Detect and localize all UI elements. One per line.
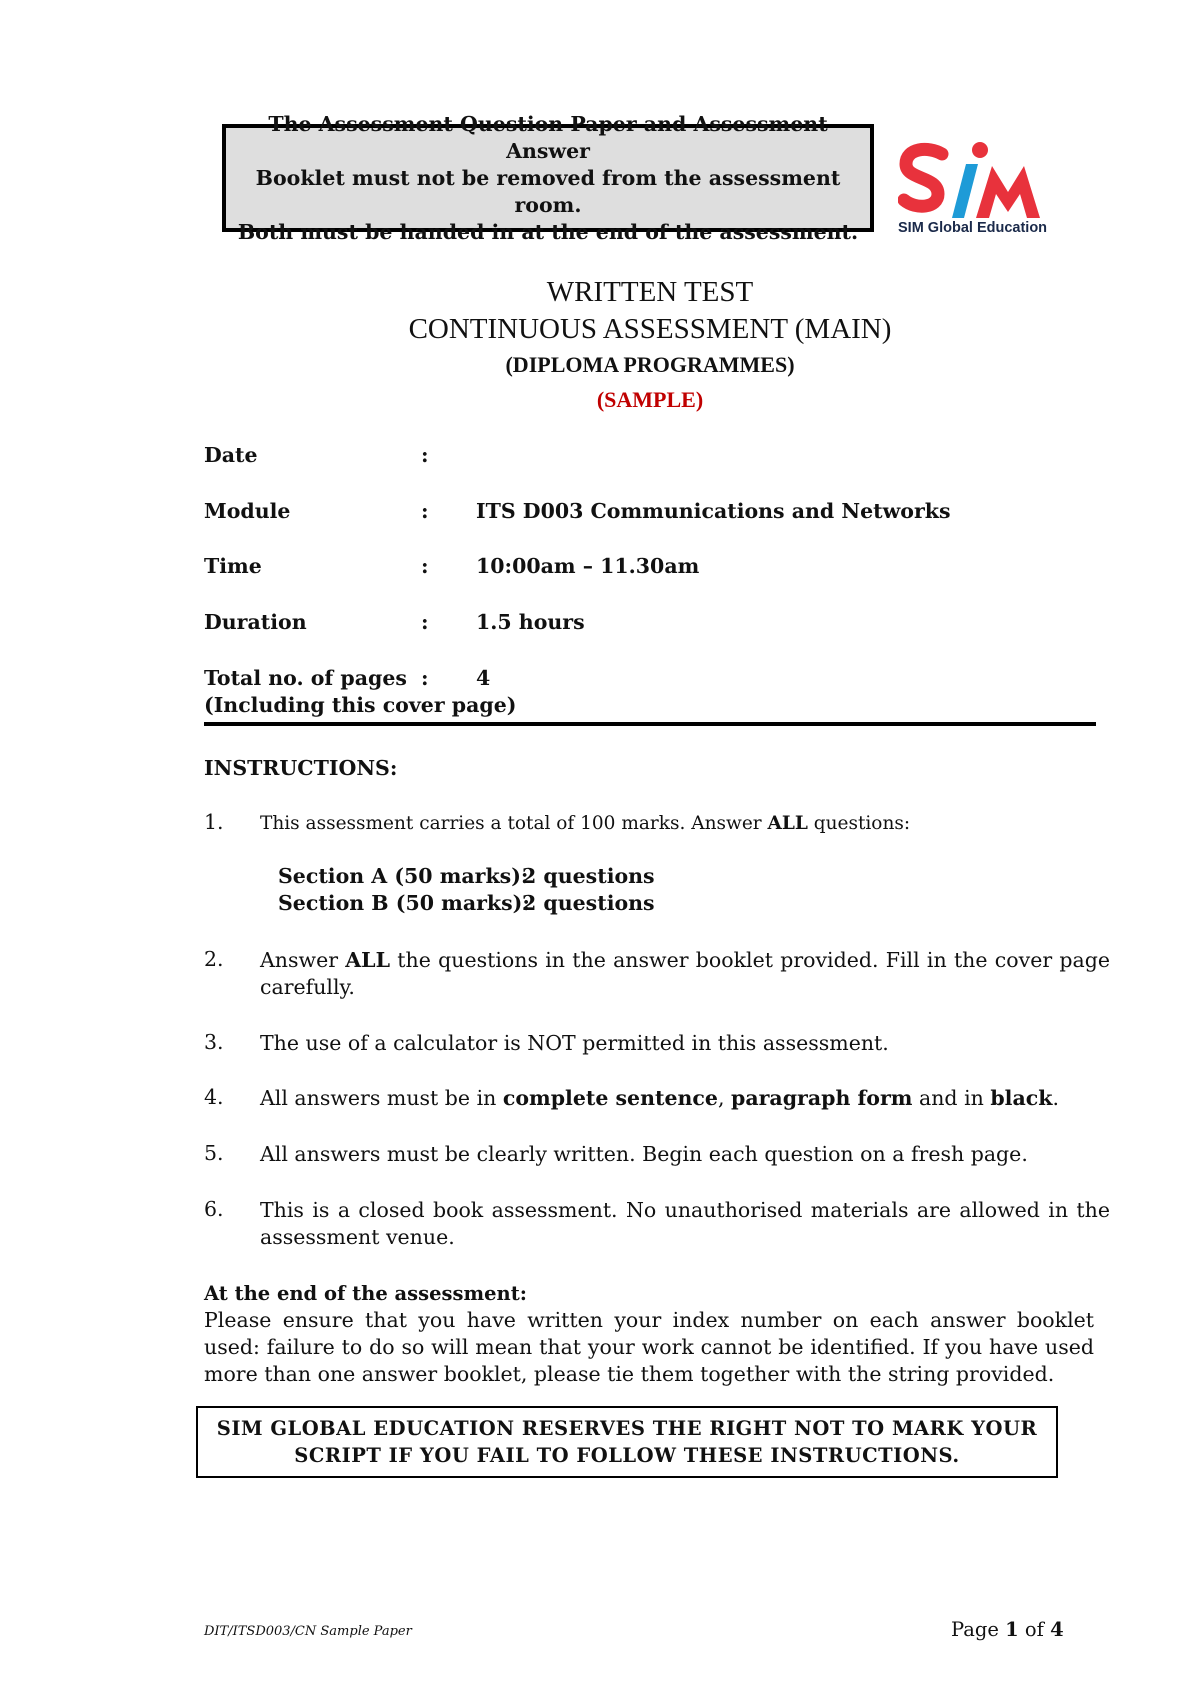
duration-label: Duration bbox=[204, 610, 307, 634]
instruction-number: 3. bbox=[204, 1030, 224, 1054]
instruction-item-1: This assessment carries a total of 100 marks. Answer ALL questions: bbox=[260, 813, 911, 834]
notice-line: The Assessment Question Paper and Assessment Answer bbox=[268, 111, 828, 163]
section-a-label: Section A (50 marks): bbox=[278, 864, 529, 888]
time-colon: : bbox=[421, 554, 429, 578]
instruction-item-2: Answer ALL the questions in the answer booklet provided. Fill in the cover page carefully. bbox=[260, 948, 1110, 999]
warning-line: SCRIPT IF YOU FAIL TO FOLLOW THESE INSTRUCTIONS. bbox=[294, 1444, 960, 1467]
notice-line: Booklet must not be removed from the assessment room. bbox=[255, 165, 841, 217]
title-continuous-assessment: CONTINUOUS ASSESSMENT (MAIN) bbox=[408, 313, 892, 345]
warning-box bbox=[196, 1406, 1058, 1478]
instruction-item-4: All answers must be in complete sentence, paragraph form and in black. bbox=[260, 1086, 1059, 1110]
section-a-questions: 2 questions bbox=[522, 864, 655, 888]
total-pages-value: 4 bbox=[476, 666, 491, 690]
duration-colon: : bbox=[421, 610, 429, 634]
instruction-number: 2. bbox=[204, 947, 224, 971]
section-b-label: Section B (50 marks): bbox=[278, 891, 530, 915]
assessment-notice-box bbox=[222, 111, 874, 244]
instruction-item-3: The use of a calculator is NOT permitted in this assessment. bbox=[260, 1031, 889, 1055]
module-colon: : bbox=[421, 499, 429, 523]
instruction-number: 4. bbox=[204, 1085, 224, 1109]
section-b-questions: 2 questions bbox=[522, 891, 655, 915]
title-diploma-programmes: (DIPLOMA PROGRAMMES) bbox=[505, 352, 795, 377]
end-text: Please ensure that you have written your index number on each answer booklet used: failure to do so will mean that your work cannot be identified. If you have used more than one answer booklet, please tie them together with the string provided. bbox=[204, 1308, 1094, 1386]
module-value: ITS D003 Communications and Networks bbox=[476, 499, 951, 523]
divider-rule bbox=[204, 722, 1096, 726]
warning-line: SIM GLOBAL EDUCATION RESERVES THE RIGHT NOT TO MARK YOUR bbox=[216, 1417, 1038, 1440]
title-sample: (SAMPLE) bbox=[596, 387, 704, 412]
section-a-line bbox=[278, 864, 655, 888]
footer-doc-code: DIT/ITSD003/CN Sample Paper bbox=[204, 1624, 412, 1639]
title-written-test: WRITTEN TEST bbox=[546, 276, 754, 308]
duration-value: 1.5 hours bbox=[476, 610, 585, 634]
section-b-line bbox=[278, 891, 655, 915]
date-colon: : bbox=[421, 443, 429, 467]
instruction-number: 1. bbox=[204, 810, 224, 834]
instruction-number: 5. bbox=[204, 1141, 224, 1165]
instruction-item-6: This is a closed book assessment. No unauthorised materials are allowed in the assessment venue. bbox=[260, 1198, 1110, 1249]
module-label: Module bbox=[204, 499, 291, 523]
notice-line: Both must be handed in at the end of the assessment. bbox=[237, 219, 859, 244]
end-heading: At the end of the assessment: bbox=[204, 1282, 527, 1305]
instruction-number: 6. bbox=[204, 1197, 224, 1221]
instructions-heading: INSTRUCTIONS: bbox=[204, 756, 398, 780]
total-pages-label: Total no. of pages bbox=[204, 666, 407, 690]
total-pages-note: (Including this cover page) bbox=[204, 693, 517, 717]
date-label: Date bbox=[204, 443, 258, 467]
page-number: Page 1 of 4 bbox=[951, 1618, 1064, 1641]
time-label: Time bbox=[204, 554, 262, 578]
logo-caption: SIM Global Education bbox=[898, 220, 1048, 236]
time-value: 10:00am – 11.30am bbox=[476, 554, 700, 578]
total-pages-colon: : bbox=[421, 666, 429, 690]
instruction-item-5: All answers must be clearly written. Begin each question on a fresh page. bbox=[260, 1142, 1028, 1166]
